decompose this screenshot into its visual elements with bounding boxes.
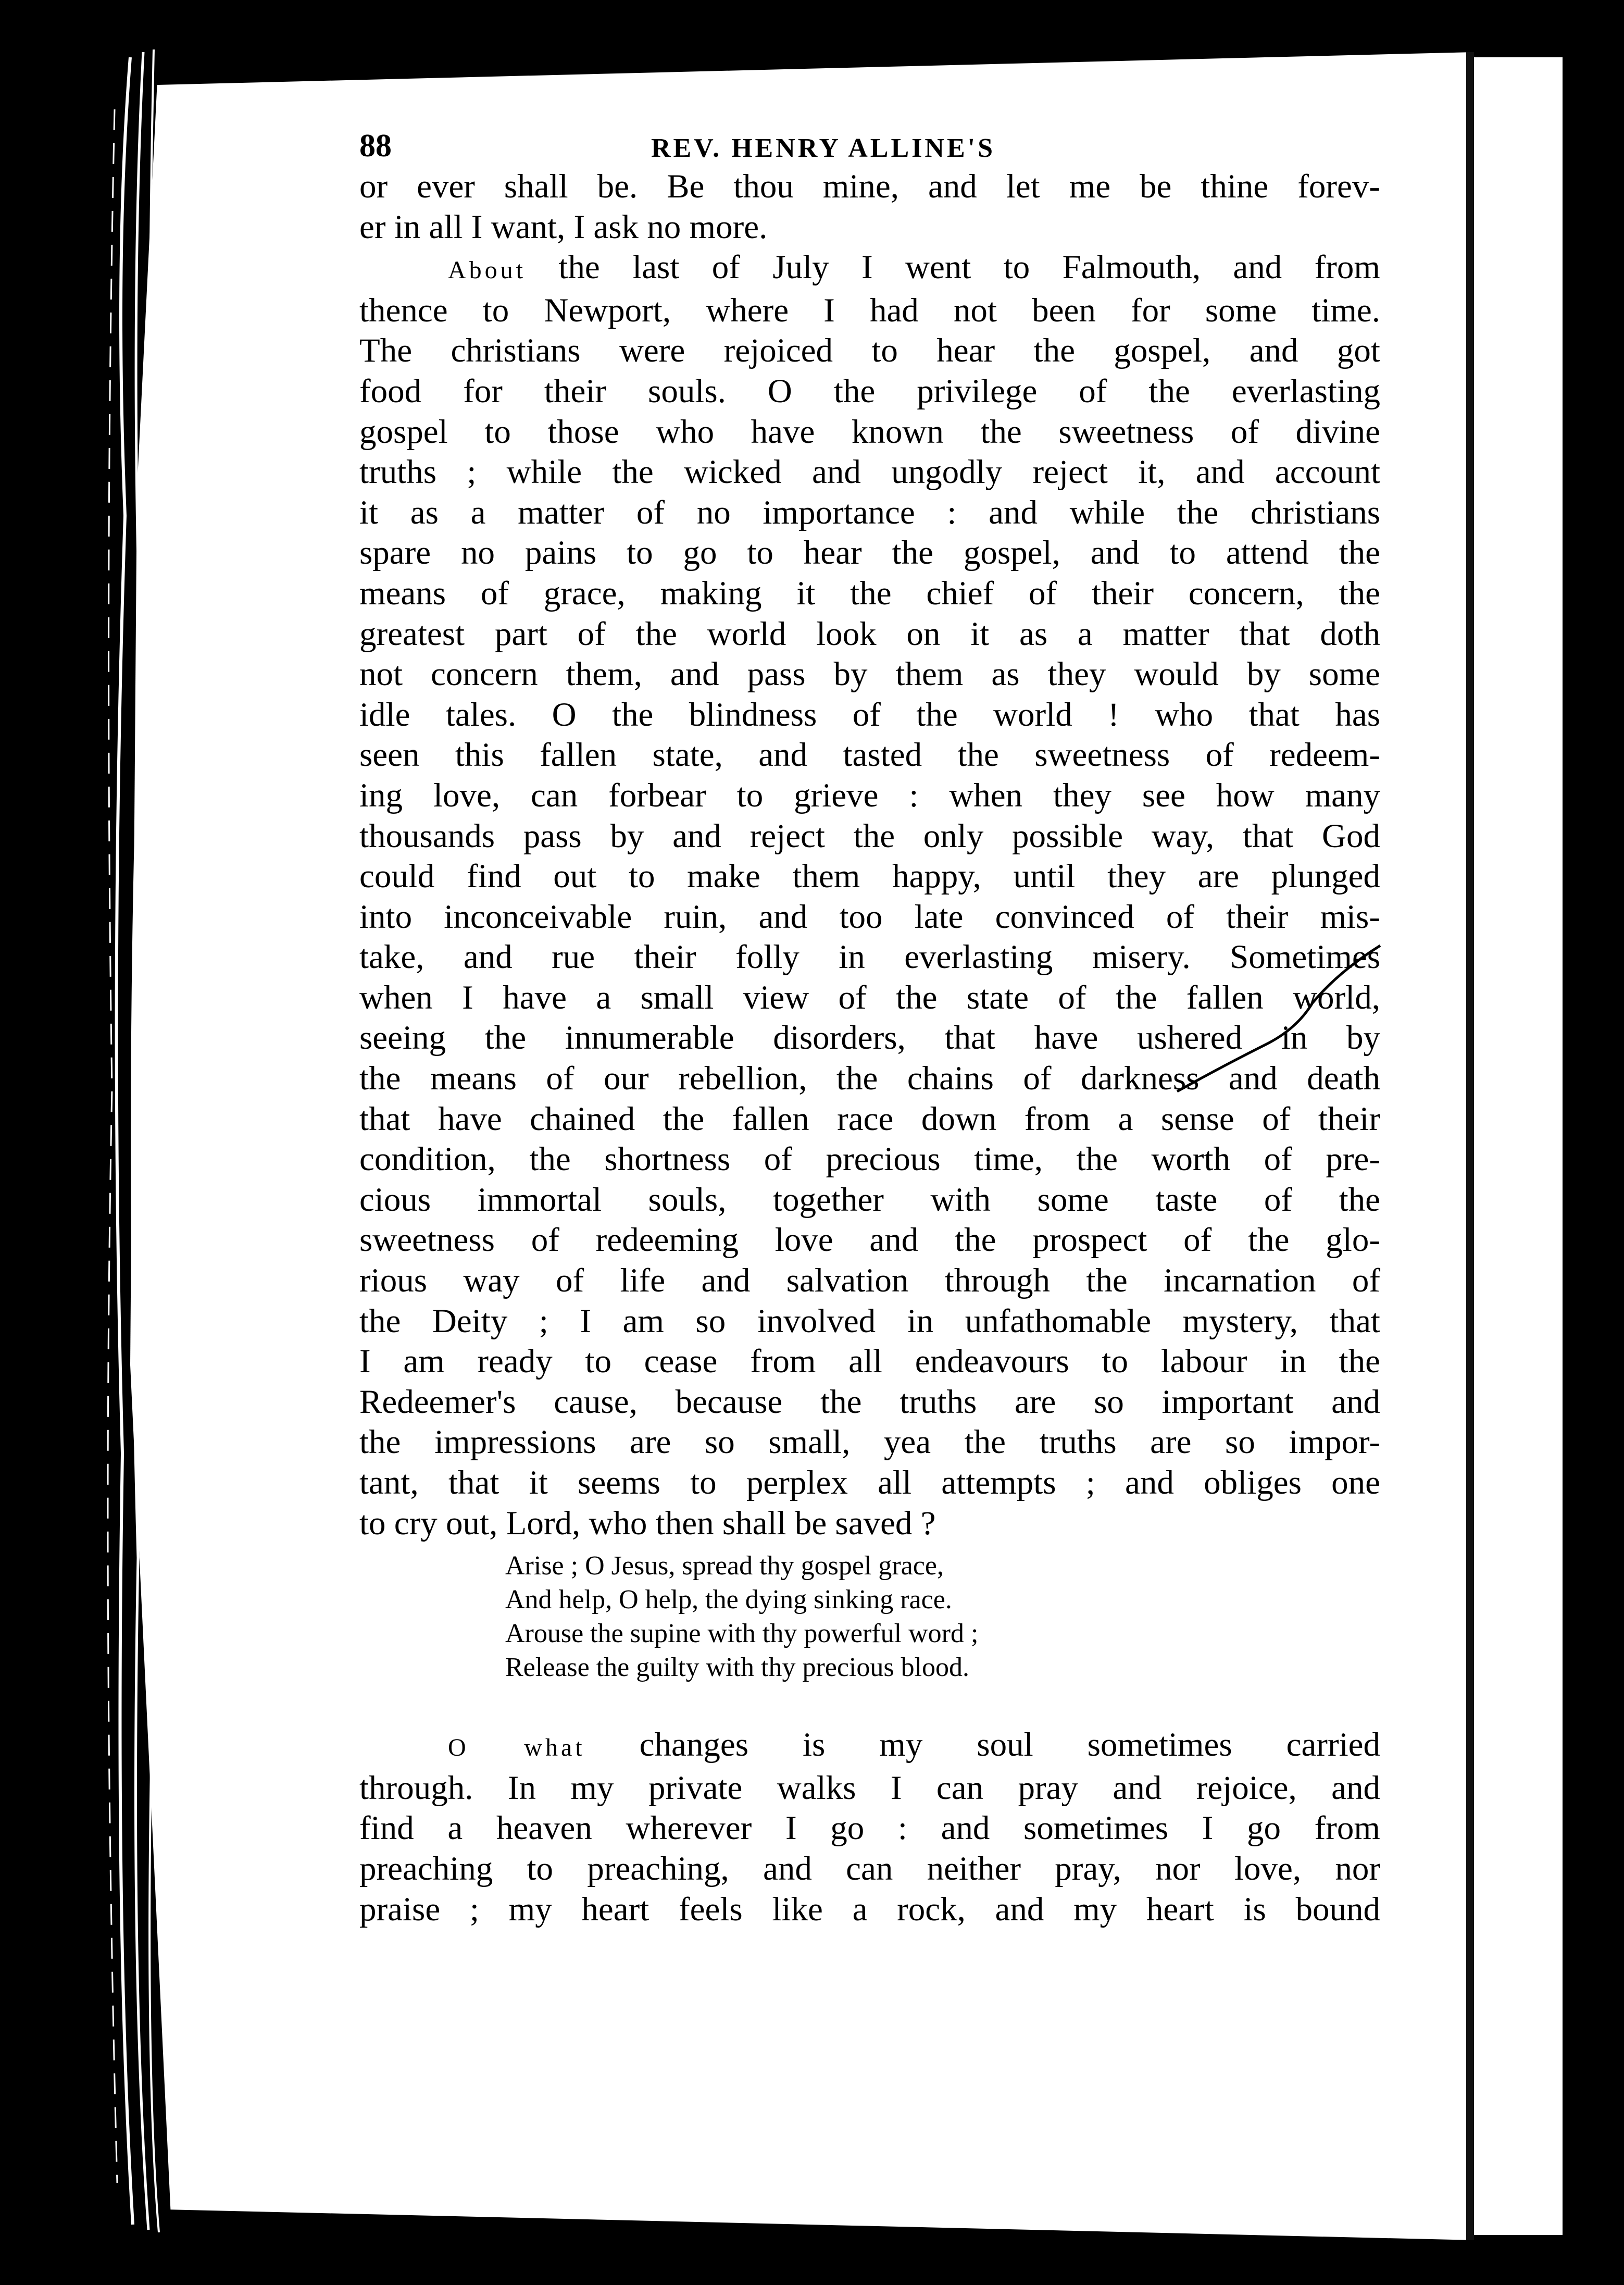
text-line: spare no pains to go to hear the gospel, and to attend the <box>359 534 1380 572</box>
text-line: condition, the shortness of precious time, the worth of pre- <box>359 1140 1380 1178</box>
text-line: to cry out, Lord, who then shall be saved ? <box>359 1504 936 1542</box>
text-line: that have chained the fallen race down from a sense of their <box>359 1100 1380 1138</box>
page-edge-shadow <box>1466 52 1474 2240</box>
text-line: the means of our rebellion, the chains of darkness and death <box>359 1060 1380 1098</box>
verse-line: Release the guilty with thy precious blood. <box>505 1653 970 1683</box>
text-line: through. In my private walks I can pray and rejoice, and <box>359 1769 1380 1807</box>
text-line: tant, that it seems to perplex all attempts ; and obliges one <box>359 1464 1380 1501</box>
text-line: ing love, can forbear to grieve : when they see how many <box>359 776 1380 814</box>
text-line: food for their souls. O the privilege of the everlasting <box>359 372 1380 410</box>
text-line: Redeemer's cause, because the truths are so important and <box>359 1383 1380 1421</box>
text-line: er in all I want, I ask no more. <box>359 208 768 246</box>
verse-line: Arise ; O Jesus, spread thy gospel grace, <box>505 1551 944 1581</box>
small-caps-opening: O what <box>448 1734 585 1762</box>
text-line: seeing the innumerable disorders, that have ushered in by <box>359 1019 1380 1057</box>
text-line: thence to Newport, where I had not been for some time. <box>359 291 1380 329</box>
running-head-title: REV. HENRY ALLINE'S <box>651 133 996 163</box>
text-line <box>359 247 1380 291</box>
text-line: sweetness of redeeming love and the prospect of the glo- <box>359 1221 1380 1259</box>
page-number: 88 <box>359 128 392 164</box>
text-line: take, and rue their folly in everlasting misery. Sometimes <box>359 938 1380 976</box>
running-head <box>359 117 1380 167</box>
text-line: The christians were rejoiced to hear the gospel, and got <box>359 332 1380 370</box>
text-line: preaching to preaching, and can neither pray, nor love, nor <box>359 1849 1380 1887</box>
text-line: or ever shall be. Be thou mine, and let me be thine forev- <box>359 168 1380 205</box>
small-caps-opening: About <box>448 256 526 284</box>
text-line: gospel to those who have known the sweetness of divine <box>359 413 1380 451</box>
text-line: praise ; my heart feels like a rock, and my heart is bound <box>359 1890 1380 1928</box>
text-line: when I have a small view of the state of the fallen world, <box>359 978 1380 1016</box>
text-line: thousands pass by and reject the only possible way, that God <box>359 817 1380 855</box>
text-line: I am ready to cease from all endeavours to labour in the <box>359 1343 1380 1381</box>
body-text-continued <box>359 1725 1380 1930</box>
text-line: idle tales. O the blindness of the world ! who that has <box>359 696 1380 734</box>
text-fragment: changes is my soul sometimes carried <box>585 1726 1381 1764</box>
text-line: greatest part of the world look on it as a matter that doth <box>359 615 1380 653</box>
text-line: not concern them, and pass by them as they would by some <box>359 655 1380 693</box>
adjacent-page-strip <box>1474 57 1563 2235</box>
text-line: find a heaven wherever I go : and sometimes I go from <box>359 1809 1380 1847</box>
text-line: rious way of life and salvation through the incarnation of <box>359 1262 1380 1300</box>
text-line: it as a matter of no importance : and while the christians <box>359 493 1380 531</box>
text-line: could find out to make them happy, until they are plunged <box>359 858 1380 896</box>
text-line: into inconceivable ruin, and too late convinced of their mis- <box>359 898 1380 936</box>
verse-block <box>505 1544 1380 1725</box>
body-text <box>359 167 1380 1544</box>
text-line: cious immortal souls, together with some taste of the <box>359 1181 1380 1219</box>
page-content <box>359 117 1380 1930</box>
text-line: seen this fallen state, and tasted the sweetness of redeem- <box>359 736 1380 774</box>
text-line <box>359 1725 1380 1768</box>
text-line: the Deity ; I am so involved in unfathomable mystery, that <box>359 1302 1380 1340</box>
text-line: truths ; while the wicked and ungodly reject it, and account <box>359 453 1380 491</box>
text-fragment: the last of July I went to Falmouth, and from <box>526 249 1380 287</box>
verse-line: Arouse the supine with thy powerful word ; <box>505 1619 979 1649</box>
text-line: the impressions are so small, yea the truths are so impor- <box>359 1423 1380 1461</box>
verse-line: And help, O help, the dying sinking race. <box>505 1585 952 1615</box>
text-line: means of grace, making it the chief of their concern, the <box>359 574 1380 612</box>
